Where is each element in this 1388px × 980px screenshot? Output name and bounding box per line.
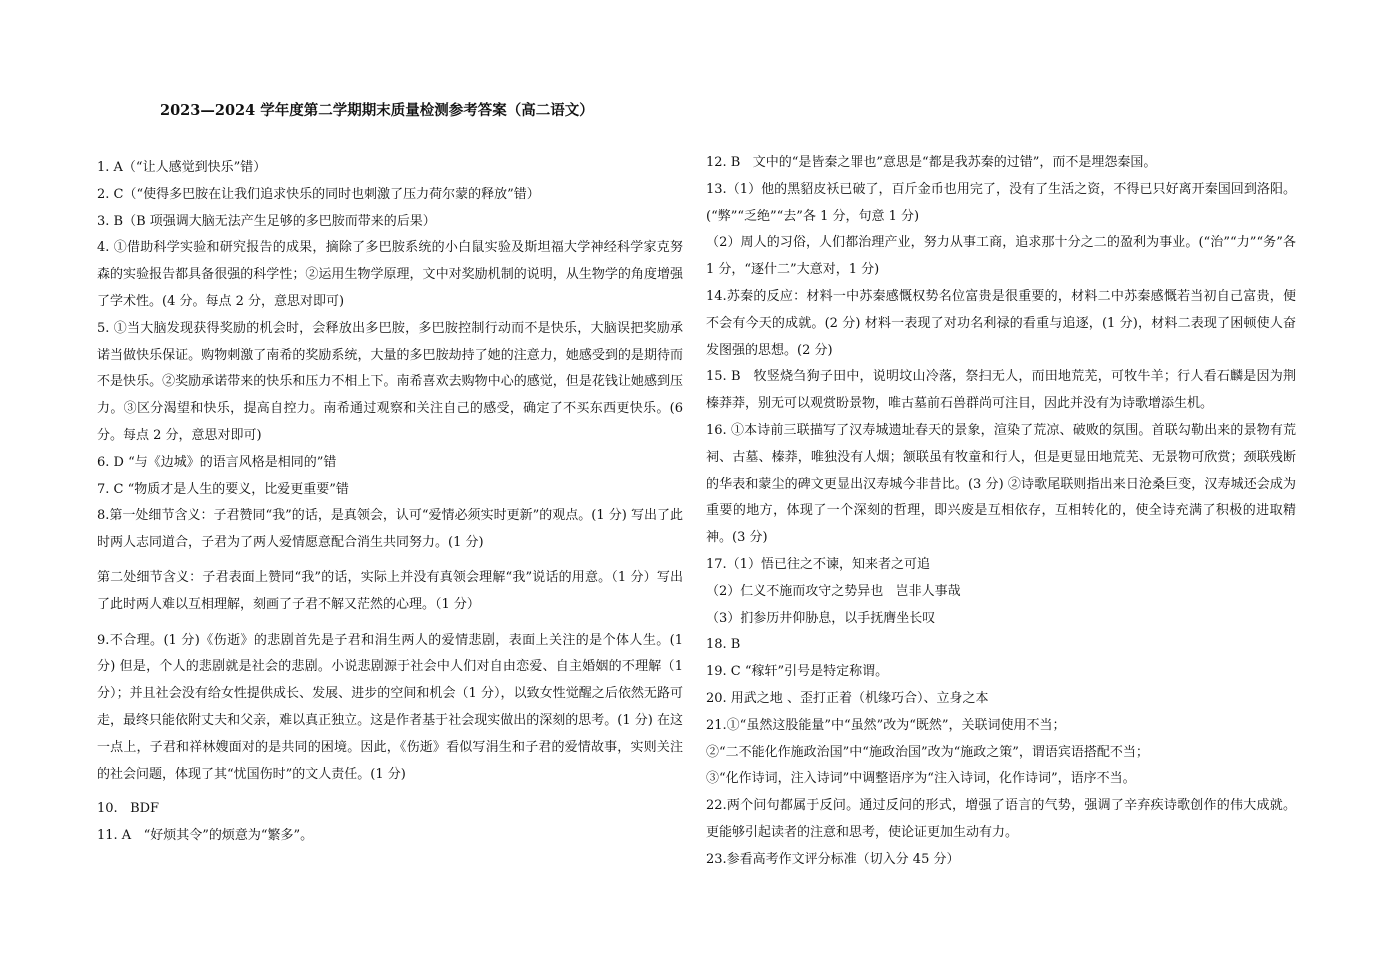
answer-item-23: 23.参看高考作文评分标准（切入分 45 分） xyxy=(706,851,960,867)
answer-item-20: 20. 用武之地 、歪打正着（机缘巧合）、立身之本 xyxy=(706,690,989,706)
answer-item-8a: 8.第一处细节含义：子君赞同“我”的话，是真领会，认可“爱情必须实时更新”的观点。(1 分) 写出了此时两人志同道合，子君为了两人爱情愿意配合消生共同努力。(1 分) xyxy=(97,508,683,551)
answer-item-17-3: （3）扪参历井仰胁息，以手抚膺坐长叹 xyxy=(706,610,936,626)
answer-item-9: 9.不合理。(1 分)《伤逝》的悲剧首先是子君和涓生两人的爱情悲剧，表面上关注的是个体人生。(1 分) 但是，个人的悲剧就是社会的悲剧。小说悲剧源于社会中人们对自由恋爱、自主婚姻的不理解（1 分）；并且社会没有给女性提供成长、发展、进步的空间和机会（1 分），以致女性觉醒之后依然无路可走，最终只能依附丈夫和父亲，难以真正独立。这是作者基于社会现实做出的深刻的思考。(1 分) 在这一点上，子君和祥林嫂面对的是共同的困境。因此，《伤逝》看似写涓生和子君的爱情故事，实则关注的社会问题，体现了其“忧国伤时”的文人责任。(1 分) xyxy=(97,632,688,782)
right-column xyxy=(706,150,1301,874)
answer-item-17-1: 17.（1）悟已往之不谏，知来者之可追 xyxy=(706,556,930,572)
answer-item-1: 1. A（“让人感觉到快乐”错） xyxy=(97,160,267,175)
answer-item-2: 2. C（“使得多巴胺在让我们追求快乐的同时也刺激了压力荷尔蒙的释放”错） xyxy=(97,186,540,202)
answer-item-21-1: 21.①“虽然这股能量”中“虽然”改为“既然”，关联词使用不当； xyxy=(706,717,1066,733)
answer-item-17-2: （2）仁义不施而攻守之势异也 岂非人事哉 xyxy=(706,583,961,599)
answer-item-8b: 第二处细节含义：子君表面上赞同“我”的话，实际上并没有真领会理解“我”说话的用意。（1 分）写出了此时两人难以互相理解，刻画了子君不解又茫然的心理。（1 分） xyxy=(97,569,683,612)
answer-item-16: 16. ①本诗前三联描写了汉寿城遗址春天的景象，渲染了荒凉、破败的氛围。首联勾勒出来的景物有荒祠、古墓、榛莽，唯独没有人烟；颔联虽有牧童和行人，但是更显田地荒芜、无景物可欣赏；颈联残断的华表和蒙尘的碑文更显出汉寿城今非昔比。(3 分) ②诗歌尾联则指出来日沧桑巨变，汉寿城还会成为重要的地方，体现了一个深刻的哲理，即兴废是互相依存，互相转化的，使全诗充满了积极的进取精神。(3 分) xyxy=(706,422,1296,546)
answer-item-14: 14.苏秦的反应：材料一中苏秦感慨权势名位富贵是很重要的，材料二中苏秦感慨若当初自己富贵，便不会有今天的成就。(2 分) 材料一表现了对功名利禄的看重与追逐，(1 分)，材料二表现了困顿使人奋发图强的思想。(2 分) xyxy=(706,288,1296,358)
answer-item-5: 5. ①当大脑发现获得奖励的机会时，会释放出多巴胺，多巴胺控制行动而不是快乐，大脑误把奖励承诺当做快乐保证。购物刺激了南希的奖励系统，大量的多巴胺劫持了她的注意力，她感受到的是期待而不是快乐。②奖励承诺带来的快乐和压力不相上下。南希喜欢去购物中心的感觉，但是花钱让她感到压力。③区分渴望和快乐，提高自控力。南希通过观察和关注自己的感受，确定了不买东西更快乐。(6 分。每点 2 分，意思对即可) xyxy=(97,320,688,443)
answer-item-21-3: ③“化作诗词，注入诗词”中调整语序为“注入诗词，化作诗词”，语序不当。 xyxy=(706,771,1136,787)
answer-item-12: 12. B 文中的“是皆秦之罪也”意思是“都是我苏秦的过错”，而不是埋怨秦国。 xyxy=(706,155,1157,170)
answer-item-7: 7. C “物质才是人生的要义，比爱更重要”错 xyxy=(97,481,349,497)
answer-item-15: 15. B 牧竖烧刍狗子田中，说明坟山冷落，祭扫无人，而田地荒芜，可牧牛羊；行人看石麟是因为荆榛莽莽，别无可以观赏盼景物，唯古墓前石兽群尚可注目，因此并没有为诗歌增添生机。 xyxy=(706,369,1296,412)
answer-item-13-1: 13.（1）他的黑貂皮袄已破了，百斤金币也用完了，没有了生活之资，不得已只好离开秦国回到洛阳。(“弊”“乏绝”“去”各 1 分，句意 1 分) xyxy=(706,181,1296,224)
answer-item-13-2: （2）周人的习俗，人们都治理产业，努力从事工商，追求那十分之二的盈利为事业。(“治”“力”“务”各 1 分，“逐什二”大意对，1 分) xyxy=(706,235,1301,278)
answer-item-22: 22.两个问句都属于反问。通过反问的形式，增强了语言的气势，强调了辛弃疾诗歌创作的伟大成就。更能够引起读者的注意和思考，使论证更加生动有力。 xyxy=(706,798,1296,840)
answer-item-10: 10. BDF xyxy=(97,801,160,817)
answer-item-4: 4. ①借助科学实验和研究报告的成果，摘除了多巴胺系统的小白鼠实验及斯坦福大学神经科学家克努森的实验报告都具备很强的科学性；②运用生物学原理，文中对奖励机制的说明，从生物学的角度增强了学术性。(4 分。每点 2 分，意思对即可) xyxy=(97,240,683,309)
answer-item-6: 6. D “与《边城》的语言风格是相同的”错 xyxy=(97,454,337,470)
answer-item-21-2: ②“二不能化作施政治国”中“施政治国”改为“施政之策”，谓语宾语搭配不当； xyxy=(706,744,1149,760)
answer-item-3: 3. B（B 项强调大脑无法产生足够的多巴胺而带来的后果） xyxy=(97,213,436,229)
document-title: 2023—2024 学年度第二学期期末质量检测参考答案（高二语文） xyxy=(160,102,594,119)
answer-item-18: 18. B xyxy=(706,637,741,653)
answer-item-11: 11. A “好烦其令”的烦意为“繁多”。 xyxy=(97,828,314,844)
left-column xyxy=(97,155,688,850)
answer-item-19: 19. C “稼轩”引号是特定称谓。 xyxy=(706,664,889,680)
